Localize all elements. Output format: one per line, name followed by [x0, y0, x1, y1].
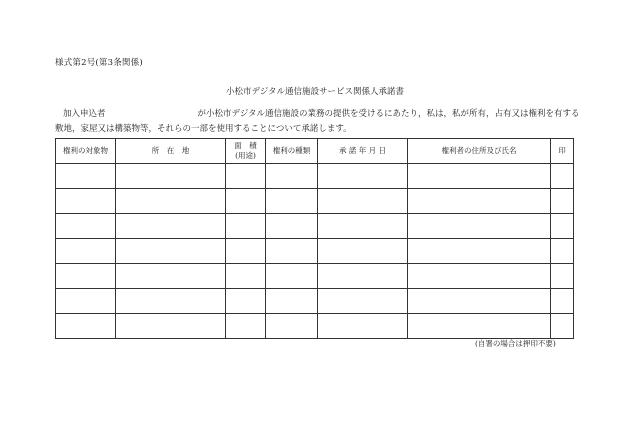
header-object: 権利の対象物 — [56, 139, 116, 164]
applicant-label: 加入申込者 — [63, 109, 106, 119]
address-name-cell[interactable] — [408, 264, 551, 289]
statement-line-2: 敷地，家屋又は構築物等，それらの一部を使用することについて承諾します。 — [55, 123, 352, 134]
right-type-cell[interactable] — [266, 164, 318, 189]
date-cell[interactable] — [318, 189, 408, 214]
object-cell[interactable] — [56, 189, 116, 214]
object-cell[interactable] — [56, 164, 116, 189]
header-location: 所 在 地 — [116, 139, 226, 164]
document-title: 小松市デジタル通信施設サービス関係人承諾書 — [226, 87, 404, 97]
table-body — [56, 164, 574, 339]
area-cell[interactable] — [226, 164, 266, 189]
seal-cell[interactable] — [551, 214, 574, 239]
address-name-cell[interactable] — [408, 314, 551, 339]
date-cell[interactable] — [318, 289, 408, 314]
header-area: 面 積 (用途) — [226, 139, 266, 164]
right-type-cell[interactable] — [266, 214, 318, 239]
location-cell[interactable] — [116, 214, 226, 239]
table-row — [56, 314, 574, 339]
seal-cell[interactable] — [551, 264, 574, 289]
table-row — [56, 239, 574, 264]
table-row — [56, 214, 574, 239]
object-cell[interactable] — [56, 214, 116, 239]
header-address-name: 権利者の住所及び氏名 — [408, 139, 551, 164]
date-cell[interactable] — [318, 164, 408, 189]
address-name-cell[interactable] — [408, 214, 551, 239]
location-cell[interactable] — [116, 289, 226, 314]
area-cell[interactable] — [226, 189, 266, 214]
table-row — [56, 264, 574, 289]
date-cell[interactable] — [318, 314, 408, 339]
right-type-cell[interactable] — [266, 314, 318, 339]
area-cell[interactable] — [226, 314, 266, 339]
area-cell[interactable] — [226, 289, 266, 314]
form-number: 様式第2号(第3条関係) — [55, 58, 143, 68]
statement-line-1 — [55, 107, 580, 122]
location-cell[interactable] — [116, 314, 226, 339]
header-consent-date: 承 諾 年 月 日 — [318, 139, 408, 164]
location-cell[interactable] — [116, 239, 226, 264]
table-row — [56, 289, 574, 314]
date-cell[interactable] — [318, 239, 408, 264]
location-cell[interactable] — [116, 264, 226, 289]
right-type-cell[interactable] — [266, 239, 318, 264]
area-cell[interactable] — [226, 264, 266, 289]
rights-holder-table — [55, 138, 574, 339]
seal-cell[interactable] — [551, 189, 574, 214]
header-area-sub: (用途) — [235, 151, 256, 160]
address-name-cell[interactable] — [408, 164, 551, 189]
consent-statement — [55, 107, 580, 136]
object-cell[interactable] — [56, 314, 116, 339]
header-right-type: 権利の種類 — [266, 139, 318, 164]
seal-note: (自署の場合は押印不要) — [475, 339, 556, 348]
right-type-cell[interactable] — [266, 189, 318, 214]
address-name-cell[interactable] — [408, 189, 551, 214]
location-cell[interactable] — [116, 164, 226, 189]
object-cell[interactable] — [56, 264, 116, 289]
header-seal: 印 — [551, 139, 574, 164]
object-cell[interactable] — [56, 239, 116, 264]
seal-cell[interactable] — [551, 289, 574, 314]
area-cell[interactable] — [226, 239, 266, 264]
location-cell[interactable] — [116, 189, 226, 214]
area-cell[interactable] — [226, 214, 266, 239]
right-type-cell[interactable] — [266, 264, 318, 289]
date-cell[interactable] — [318, 214, 408, 239]
seal-cell[interactable] — [551, 314, 574, 339]
seal-cell[interactable] — [551, 164, 574, 189]
seal-cell[interactable] — [551, 239, 574, 264]
table-row — [56, 189, 574, 214]
table-header-row — [56, 139, 574, 164]
date-cell[interactable] — [318, 264, 408, 289]
table-row — [56, 164, 574, 189]
address-name-cell[interactable] — [408, 239, 551, 264]
right-type-cell[interactable] — [266, 289, 318, 314]
address-name-cell[interactable] — [408, 289, 551, 314]
statement-line-1-text: が小松市デジタル通信施設の業務の提供を受けるにあたり，私は，私が所有，占有又は権利を有する — [197, 109, 580, 119]
object-cell[interactable] — [56, 289, 116, 314]
